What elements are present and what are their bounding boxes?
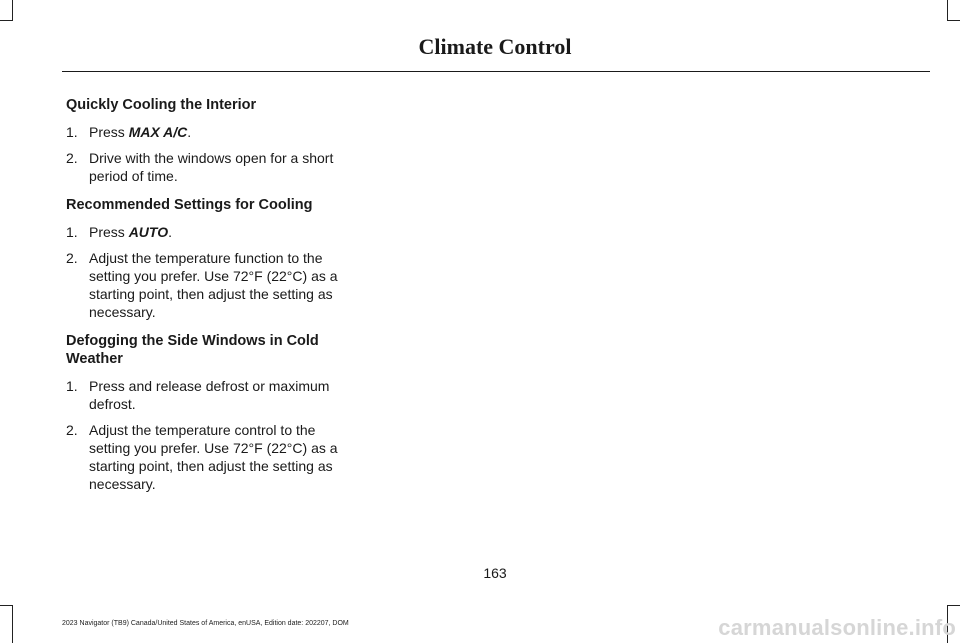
list-item bbox=[66, 223, 356, 241]
list-item bbox=[66, 377, 356, 413]
list-text: Press bbox=[89, 124, 129, 140]
section-heading: Defogging the Side Windows in Cold Weather bbox=[66, 333, 319, 367]
page-number: 163 bbox=[483, 565, 507, 581]
list-item bbox=[66, 123, 356, 141]
list-text: Adjust the temperature function to the setting you prefer. Use 72°F (22°C) as a starting point, then adjust the setting as necessary. bbox=[89, 250, 338, 320]
page-title: Climate Control bbox=[418, 34, 572, 59]
list-item bbox=[66, 421, 356, 493]
crop-mark-top-left-h bbox=[0, 20, 13, 21]
section-heading: Recommended Settings for Cooling bbox=[66, 197, 313, 213]
watermark-logo: carmanualsonline.info bbox=[718, 615, 956, 640]
list-text: Adjust the temperature control to the setting you prefer. Use 72°F (22°C) as a starting point, then adjust the setting as necessary. bbox=[89, 422, 338, 492]
list-text-end: . bbox=[187, 124, 192, 140]
crop-mark-bottom-left-h bbox=[0, 605, 13, 606]
section-heading: Quickly Cooling the Interior bbox=[66, 97, 257, 113]
control-name: MAX A/C bbox=[128, 124, 188, 140]
numbered-list bbox=[66, 377, 356, 493]
content-column bbox=[66, 96, 356, 504]
list-number: 2. bbox=[66, 150, 78, 166]
crop-mark-bottom-right-h bbox=[947, 605, 960, 606]
list-number: 1. bbox=[66, 124, 78, 140]
list-text-end: . bbox=[168, 224, 172, 240]
numbered-list bbox=[66, 223, 356, 321]
list-item bbox=[66, 149, 356, 185]
crop-mark-bottom-left-v bbox=[12, 605, 13, 643]
list-item bbox=[66, 249, 356, 321]
numbered-list bbox=[66, 123, 356, 185]
crop-mark-top-right-v bbox=[947, 0, 948, 20]
control-name: AUTO bbox=[128, 224, 169, 240]
list-number: 1. bbox=[66, 378, 78, 394]
list-number: 2. bbox=[66, 422, 78, 438]
list-text: Press and release defrost or maximum defrost. bbox=[89, 378, 330, 412]
list-number: 1. bbox=[66, 224, 78, 240]
list-text: Press bbox=[89, 224, 129, 240]
edition-footer: 2023 Navigator (TB9) Canada/United States of America, enUSA, Edition date: 202207, DOM bbox=[62, 620, 349, 627]
list-number: 2. bbox=[66, 250, 78, 266]
crop-mark-top-right-h bbox=[947, 20, 960, 21]
crop-mark-top-left-v bbox=[12, 0, 13, 20]
header-rule bbox=[62, 71, 930, 72]
list-text: Drive with the windows open for a short period of time. bbox=[89, 150, 334, 184]
